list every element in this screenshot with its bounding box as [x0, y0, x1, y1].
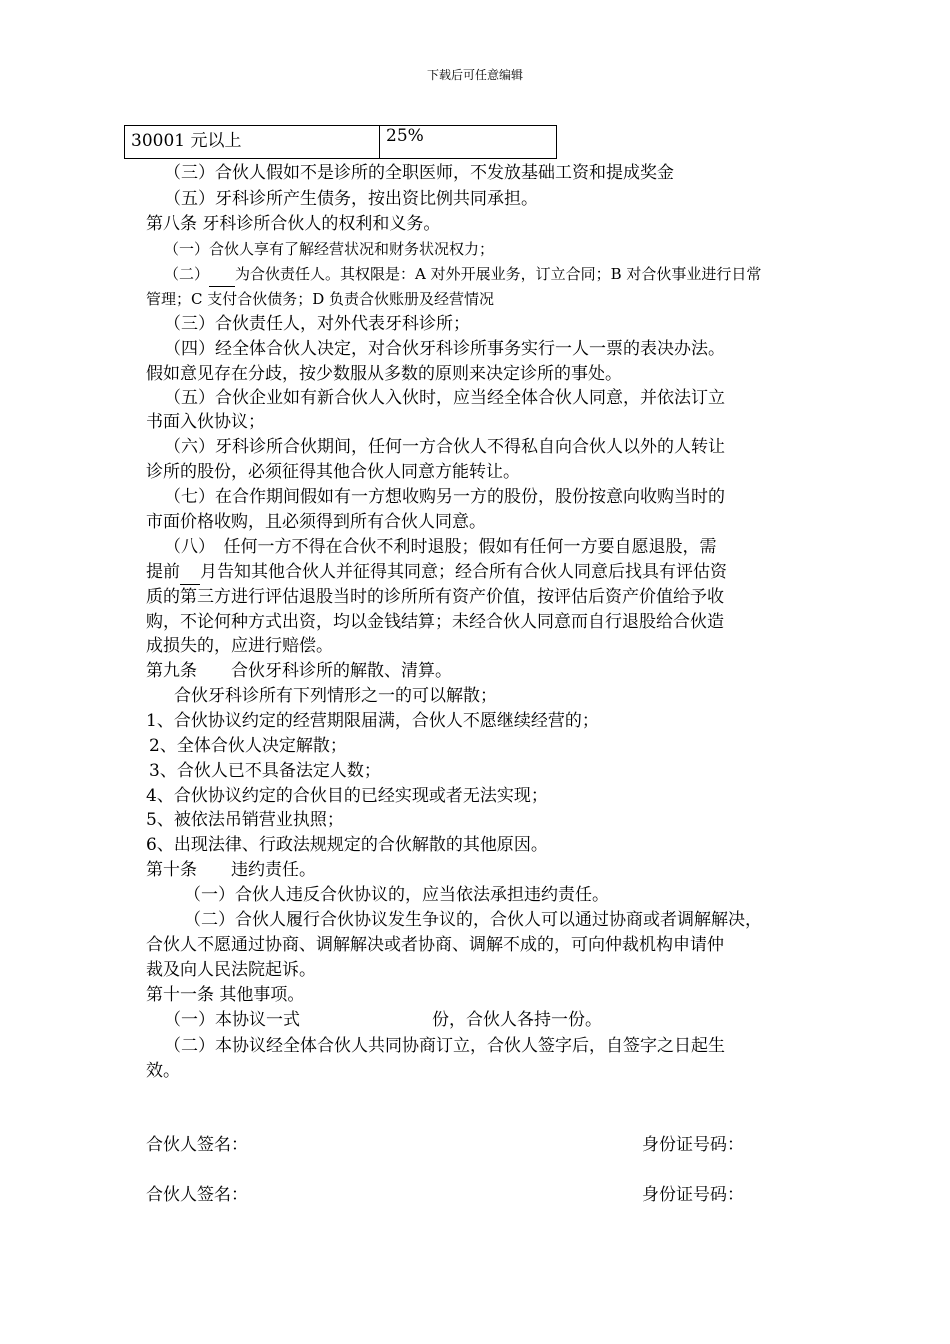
clause-line — [164, 262, 761, 287]
clause-line: （二）本协议经全体合伙人共同协商订立，合伙人签字后，自签字之日起生 — [164, 1036, 725, 1056]
clause-line: （七）在合作期间假如有一方想收购另一方的股份，股份按意向收购当时的 — [164, 487, 725, 507]
list-item: 2、全体合伙人决定解散； — [149, 736, 347, 756]
list-item: 3、合伙人已不具备法定人数； — [149, 761, 381, 781]
clause-line: （三）合伙人假如不是诊所的全职医师，不发放基础工资和提成奖金 — [164, 163, 674, 183]
clause-line: （一）合伙人享有了解经营状况和财务状况权力； — [164, 240, 495, 258]
clause-line: 诊所的股份，必须征得其他合伙人同意方能转让。 — [146, 462, 520, 482]
clause-line: （五）牙科诊所产生债务，按出资比例共同承担。 — [164, 189, 538, 209]
clause-prefix: 提前 — [146, 562, 180, 582]
clause-line: 市面价格收购，且必须得到所有合伙人同意。 — [146, 512, 486, 532]
signature-label: 合伙人签名： — [146, 1135, 248, 1155]
clause-line: 份，合伙人各持一份。 — [432, 1010, 602, 1030]
commission-table — [124, 125, 557, 159]
clause-text: 为合伙责任人。其权限是：A 对外开展业务，订立合同；B 对合伙事业进行日常 — [235, 265, 762, 283]
clause-line: （一）合伙人违反合伙协议的，应当依法承担违约责任。 — [184, 885, 609, 905]
list-item: 4、合伙协议约定的合伙目的已经实现或者无法实现； — [146, 786, 548, 806]
clause-line: 假如意见存在分歧，按少数服从多数的原则来决定诊所的事处。 — [146, 364, 622, 384]
page-header: 下载后可任意编辑 — [426, 68, 523, 82]
clause-line: （八） 任何一方不得在合伙不利时退股；假如有任何一方要自愿退股，需 — [164, 537, 717, 557]
clause-line — [146, 560, 727, 585]
clause-line: 书面入伙协议； — [146, 412, 265, 432]
list-item: 5、被依法吊销营业执照； — [146, 810, 344, 830]
clause-line: （三）合伙责任人，对外代表牙科诊所； — [164, 314, 470, 334]
table-row — [125, 126, 557, 159]
clause-line: （六）牙科诊所合伙期间，任何一方合伙人不得私自向合伙人以外的人转让 — [164, 437, 725, 457]
article-heading: 第十条 违约责任。 — [146, 860, 316, 880]
list-item: 1、合伙协议约定的经营期限届满，合伙人不愿继续经营的； — [146, 711, 599, 731]
signature-label: 合伙人签名： — [146, 1185, 248, 1205]
clause-line: 合伙人不愿通过协商、调解解决或者协商、调解不成的，可向仲裁机构申请仲 — [146, 935, 724, 955]
clause-line: （四）经全体合伙人决定，对合伙牙科诊所事务实行一人一票的表决办法。 — [164, 339, 725, 359]
clause-line: 管理；C 支付合伙债务；D 负责合伙账册及经营情况 — [146, 290, 495, 308]
article-heading: 第八条 牙科诊所合伙人的权利和义务。 — [146, 214, 441, 234]
id-number-label: 身份证号码： — [642, 1185, 744, 1205]
clause-text: 月告知其他合伙人并征得其同意；经合所有合伙人同意后找具有评估资 — [200, 562, 727, 582]
blank-field — [209, 262, 235, 287]
clause-line: （二）合伙人履行合伙协议发生争议的，合伙人可以通过协商或者调解解决， — [184, 910, 762, 930]
clause-line: （一）本协议一式 — [164, 1010, 300, 1030]
article-heading: 第九条 合伙牙科诊所的解散、清算。 — [146, 661, 452, 681]
table-cell-amount: 30001 元以上 — [125, 126, 380, 159]
clause-line: （五）合伙企业如有新合伙人入伙时，应当经全体合伙人同意，并依法订立 — [164, 388, 725, 408]
clause-line: 成损失的，应进行赔偿。 — [146, 636, 333, 656]
clause-line: 合伙牙科诊所有下列情形之一的可以解散； — [174, 686, 497, 706]
clause-line: 裁及向人民法院起诉。 — [146, 960, 316, 980]
table-cell-rate: 25% — [380, 126, 557, 159]
clause-line: 效。 — [146, 1061, 180, 1081]
list-item: 6、出现法律、行政法规规定的合伙解散的其他原因。 — [146, 835, 548, 855]
article-heading: 第十一条 其他事项。 — [146, 985, 305, 1005]
blank-field — [180, 560, 200, 585]
clause-line: 购，不论何种方式出资，均以金钱结算；未经合伙人同意而自行退股给合伙造 — [146, 612, 724, 632]
clause-prefix: （二） — [164, 265, 210, 283]
clause-line: 质的第三方进行评估退股当时的诊所所有资产价值，按评估后资产价值给予收 — [146, 587, 724, 607]
id-number-label: 身份证号码： — [642, 1135, 744, 1155]
